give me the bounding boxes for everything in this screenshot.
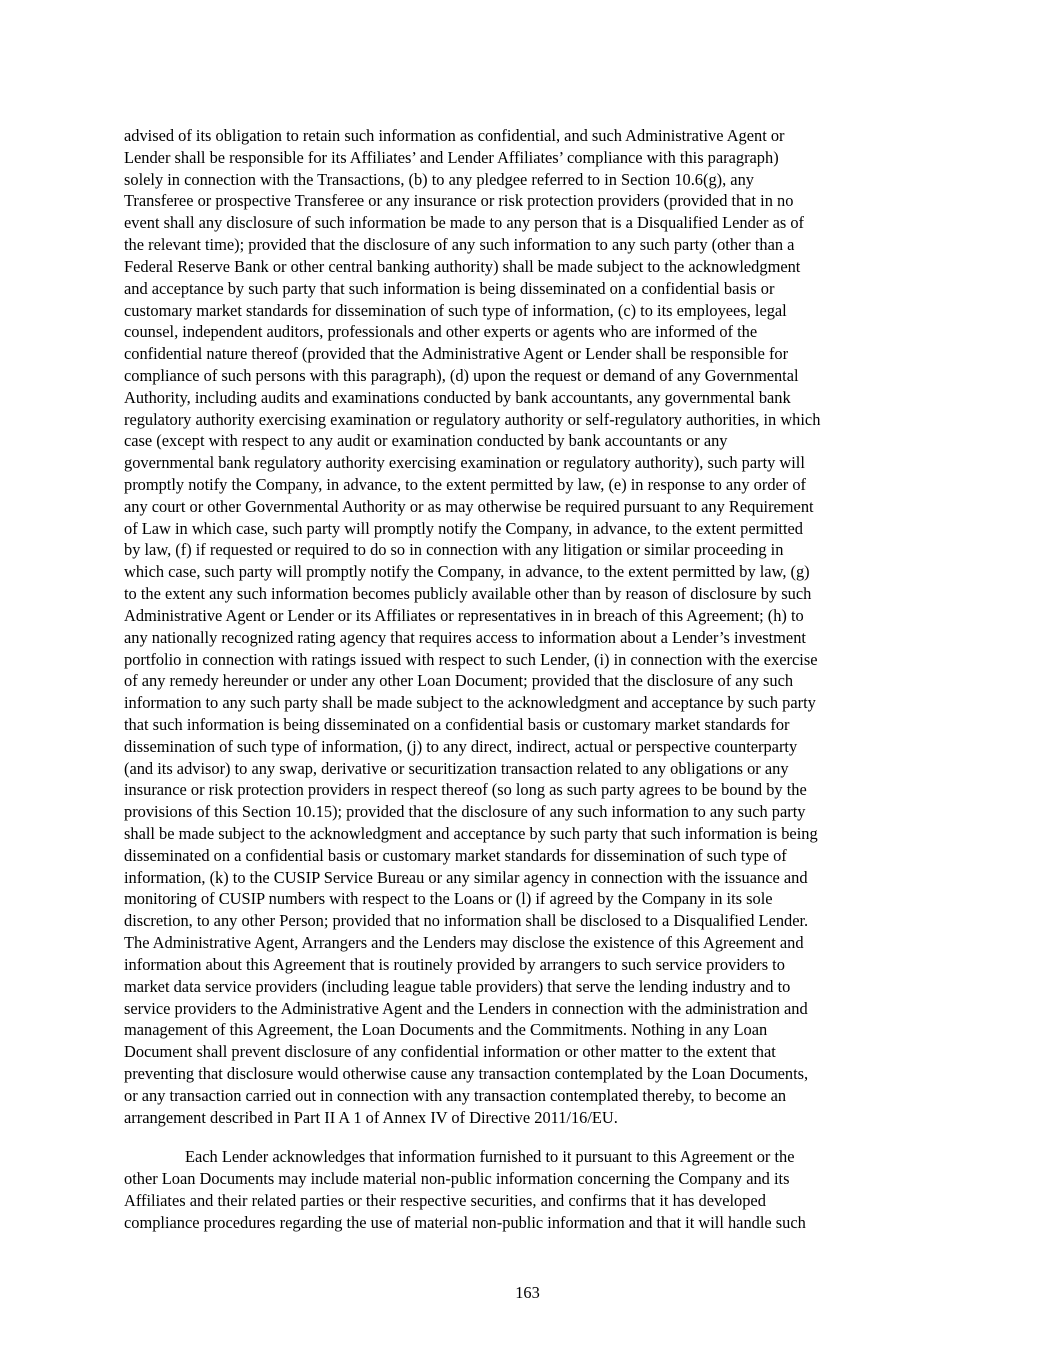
text-line: Transferee or prospective Transferee or any insurance or risk protection providers (provided that in no: [124, 191, 794, 211]
paragraph-lender-acknowledgment: [124, 1146, 932, 1233]
text-line: other Loan Documents may include material non-public information concerning the Company and its: [124, 1169, 790, 1189]
text-line: counsel, independent auditors, professionals and other experts or agents who are informed of the: [124, 322, 758, 342]
paragraph-gap: [124, 1128, 932, 1146]
text-line: compliance of such persons with this paragraph), (d) upon the request or demand of any Governmental: [124, 365, 799, 385]
text-line: the relevant time); provided that the disclosure of any such information to any such party (other than a: [124, 235, 795, 255]
text-line: regulatory authority exercising examination or regulatory authority or self-regulatory authorities, in which: [124, 409, 821, 429]
text-line: and acceptance by such party that such information is being disseminated on a confidential basis or: [124, 278, 775, 298]
text-line: disseminated on a confidential basis or customary market standards for dissemination of such type of: [124, 845, 787, 865]
text-line: any court or other Governmental Authority or as may otherwise be required pursuant to any Requirement: [124, 496, 814, 516]
text-line: monitoring of CUSIP numbers with respect to the Loans or (l) if agreed by the Company in its sole: [124, 889, 773, 909]
text-line: event shall any disclosure of such information be made to any person that is a Disqualified Lender as of: [124, 213, 805, 233]
text-line: Affiliates and their related parties or their respective securities, and confirms that it has developed: [124, 1191, 766, 1210]
text-line: Lender shall be responsible for its Affiliates’ and Lender Affiliates’ compliance with this paragraph): [124, 147, 779, 167]
text-line: The Administrative Agent, Arrangers and the Lenders may disclose the existence of this Agreement and: [124, 933, 804, 953]
text-line: service providers to the Administrative Agent and the Lenders in connection with the administration and: [124, 998, 808, 1018]
text-line: promptly notify the Company, in advance, to the extent permitted by law, (e) in response to any order of: [124, 475, 806, 494]
text-line: information to any such party shall be made subject to the acknowledgment and acceptance by such party: [124, 693, 816, 713]
text-line: information about this Agreement that is routinely provided by arrangers to such service providers to: [124, 954, 785, 974]
text-line: by law, (f) if requested or required to do so in connection with any litigation or similar proceeding in: [124, 540, 784, 560]
text-line: arrangement described in Part II A 1 of Annex IV of Directive 2011/16/EU.: [124, 1107, 618, 1127]
body-text: [124, 125, 932, 1234]
text-line: discretion, to any other Person; provided that no information shall be disclosed to a Disqualified Lender.: [124, 911, 809, 931]
text-line: of any remedy hereunder or under any other Loan Document; provided that the disclosure of any such: [124, 671, 794, 691]
text-line: information, (k) to the CUSIP Service Bureau or any similar agency in connection with the issuance and: [124, 867, 808, 887]
text-line: of Law in which case, such party will promptly notify the Company, in advance, to the extent permitted: [124, 518, 803, 538]
text-line: dissemination of such type of information, (j) to any direct, indirect, actual or perspective counterparty: [124, 736, 798, 756]
text-line: provisions of this Section 10.15); provided that the disclosure of any such information to any such party: [124, 802, 806, 822]
text-line: market data service providers (including league table providers) that serve the lending industry and to: [124, 976, 791, 996]
text-line: to the extent any such information becomes publicly available other than by reason of disclosure by such: [124, 584, 812, 604]
text-line: customary market standards for dissemination of such type of information, (c) to its employees, legal: [124, 300, 787, 320]
text-line: which case, such party will promptly notify the Company, in advance, to the extent permitted by law, (g): [124, 562, 810, 582]
page-number: 163: [515, 1283, 540, 1302]
text-line: Authority, including audits and examinations conducted by bank accountants, any governmental bank: [124, 387, 791, 407]
text-line: Federal Reserve Bank or other central banking authority) shall be made subject to the acknowledgment: [124, 256, 801, 276]
text-line: case (except with respect to any audit or examination conducted by bank accountants or any: [124, 431, 728, 451]
text-line: compliance procedures regarding the use of material non-public information and that it will handle such: [124, 1212, 806, 1232]
text-line: solely in connection with the Transactions, (b) to any pledgee referred to in Section 10.6(g), any: [124, 169, 754, 189]
text-line: confidential nature thereof (provided that the Administrative Agent or Lender shall be responsible for: [124, 344, 789, 364]
text-line: advised of its obligation to retain such information as confidential, and such Administrative Agent or: [124, 126, 785, 145]
paragraph-confidentiality: [124, 125, 932, 1128]
text-line: portfolio in connection with ratings issued with respect to such Lender, (i) in connection with the exercise: [124, 649, 818, 669]
text-line: (and its advisor) to any swap, derivative or securitization transaction related to any obligations or any: [124, 758, 789, 778]
text-line: any nationally recognized rating agency that requires access to information about a Lender’s investment: [124, 627, 806, 647]
text-line: insurance or risk protection providers in respect thereof (so long as such party agrees to be bound by the: [124, 780, 807, 800]
text-line: management of this Agreement, the Loan Documents and the Commitments. Nothing in any Loan: [124, 1020, 768, 1040]
text-line: that such information is being disseminated on a confidential basis or customary market standards for: [124, 714, 790, 734]
text-line: preventing that disclosure would otherwise cause any transaction contemplated by the Loan Documents,: [124, 1063, 809, 1083]
text-line: Each Lender acknowledges that information furnished to it pursuant to this Agreement or the: [185, 1147, 795, 1167]
text-line: shall be made subject to the acknowledgment and acceptance by such party that such information is being: [124, 824, 818, 843]
text-line: or any transaction carried out in connection with any transaction contemplated thereby, to become an: [124, 1085, 787, 1105]
text-line: Document shall prevent disclosure of any confidential information or other matter to the extent that: [124, 1042, 776, 1062]
text-line: Administrative Agent or Lender or its Affiliates or representatives in in breach of this Agreement; (h) to: [124, 605, 804, 625]
text-line: governmental bank regulatory authority exercising examination or regulatory authority), such party will: [124, 453, 805, 473]
